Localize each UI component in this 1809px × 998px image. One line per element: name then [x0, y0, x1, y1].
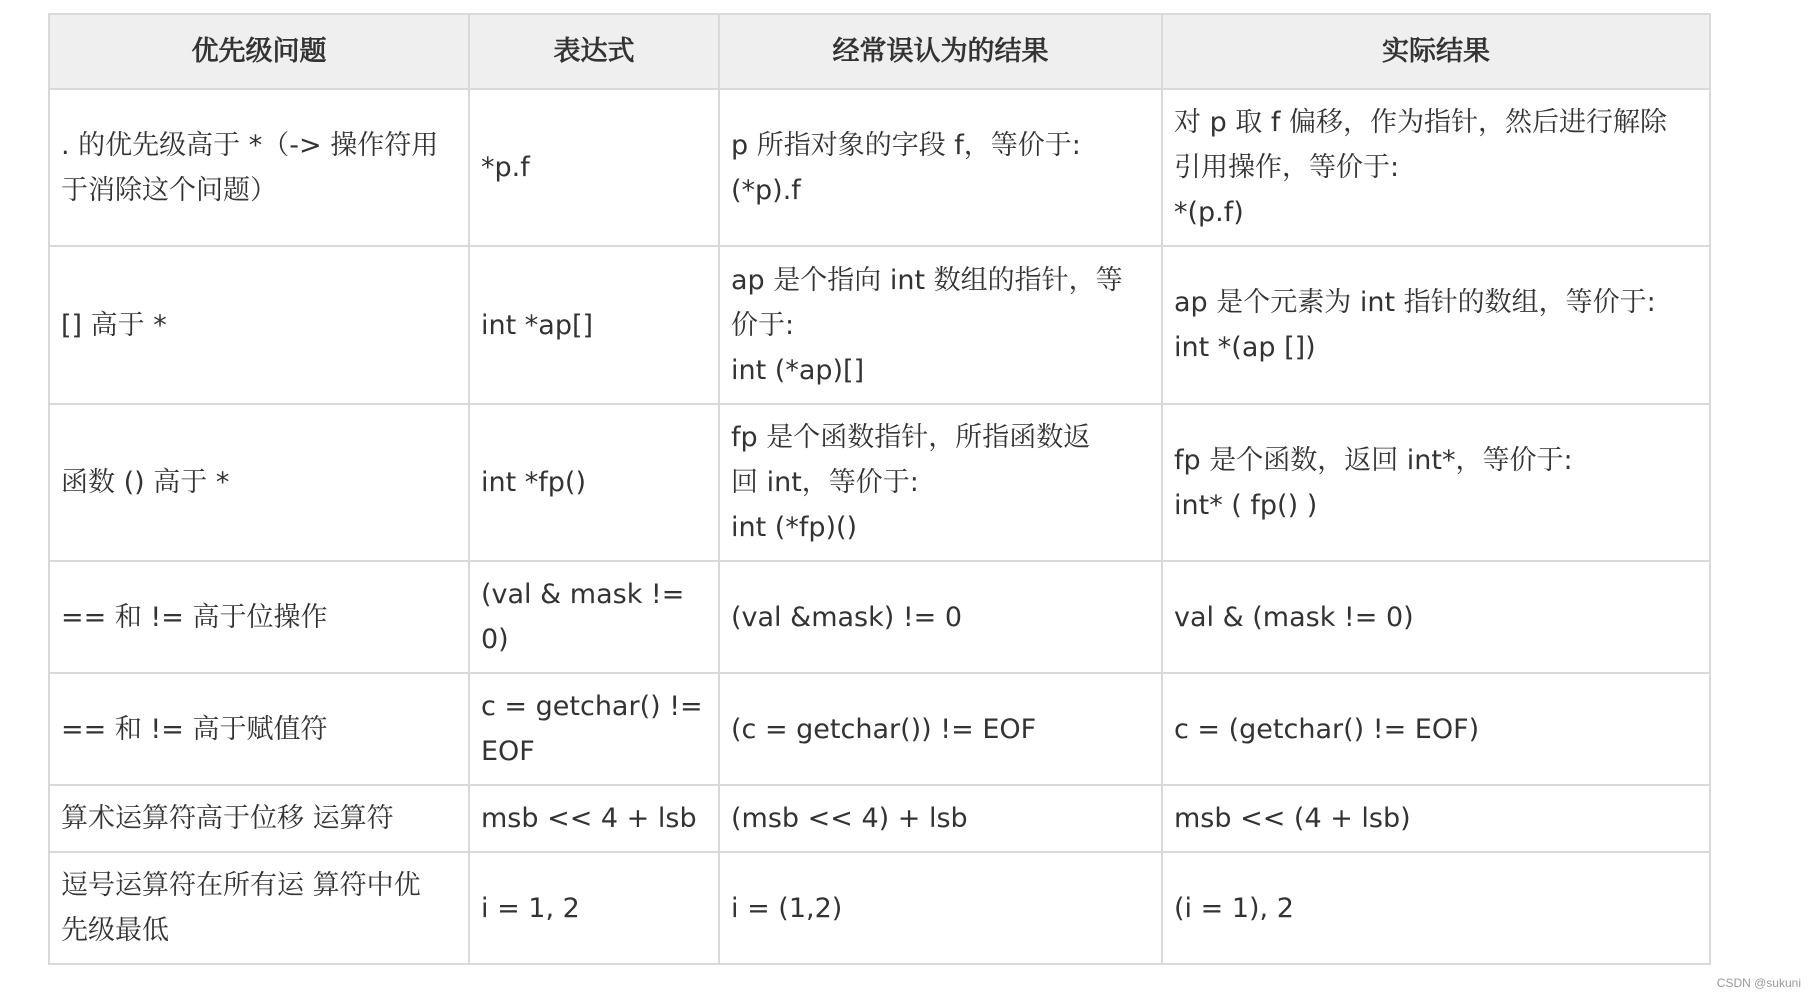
cell-expression: [469, 673, 719, 785]
cell-text: c = (getchar() != EOF): [1174, 713, 1480, 745]
cell-mistaken: [719, 673, 1162, 785]
cell-issue: [49, 246, 469, 404]
cell-expression: [469, 89, 719, 246]
cell-text: p 所指对象的字段 f，等价于: (*p).f: [731, 129, 1081, 206]
cell-text: . 的优先级高于 *（-> 操作符用 于消除这个问题）: [61, 129, 439, 206]
cell-text: 对 p 取 f 偏移，作为指针，然后进行解除 引用操作，等价于: *(p.f): [1174, 107, 1667, 228]
cell-text: (val & mask != 0): [481, 579, 685, 655]
cell-text: fp 是个函数，返回 int*，等价于: int* ( fp() ): [1174, 444, 1573, 521]
cell-text: int *fp(): [481, 467, 586, 498]
cell-mistaken: [719, 404, 1162, 561]
cell-text: (msb << 4) + lsb: [731, 803, 968, 834]
cell-text: msb << (4 + lsb): [1174, 803, 1411, 834]
cell-text: 逗号运算符在所有运 算符中优 先级最低: [61, 870, 421, 946]
cell-issue: [49, 785, 469, 852]
table-row: [49, 852, 1710, 964]
table-row: [49, 89, 1710, 246]
header-mistaken-result: 经常误认为的结果: [719, 14, 1162, 89]
cell-text: ap 是个指向 int 数组的指针，等 价于: int (*ap)[]: [731, 264, 1123, 386]
cell-actual: [1162, 785, 1710, 852]
cell-expression: [469, 561, 719, 673]
cell-text: ap 是个元素为 int 指针的数组，等价于: int *(ap []): [1174, 287, 1656, 363]
cell-text: == 和 != 高于赋值符: [61, 713, 328, 745]
cell-expression: [469, 404, 719, 561]
cell-issue: [49, 852, 469, 964]
cell-expression: [469, 246, 719, 404]
cell-expression: [469, 852, 719, 964]
table-row: [49, 673, 1710, 785]
cell-mistaken: [719, 561, 1162, 673]
cell-text: val & (mask != 0): [1174, 601, 1414, 633]
cell-text: (c = getchar()) != EOF: [731, 713, 1037, 745]
table-header: [49, 14, 1710, 89]
cell-text: *p.f: [481, 152, 530, 183]
cell-text: (val &mask) != 0: [731, 601, 963, 633]
cell-actual: [1162, 561, 1710, 673]
table-body: [49, 89, 1710, 964]
cell-mistaken: [719, 785, 1162, 852]
cell-actual: [1162, 404, 1710, 561]
header-actual-result: 实际结果: [1162, 14, 1710, 89]
cell-issue: [49, 673, 469, 785]
table-row: [49, 785, 1710, 852]
cell-text: 函数 () 高于 *: [61, 467, 230, 498]
header-row: [49, 14, 1710, 89]
table-row: [49, 561, 1710, 673]
watermark: CSDN @sukuni: [1716, 976, 1801, 990]
cell-text: c = getchar() != EOF: [481, 691, 703, 767]
cell-mistaken: [719, 246, 1162, 404]
cell-issue: [49, 561, 469, 673]
header-precedence-issue: 优先级问题: [49, 14, 469, 89]
table-row: [49, 246, 1710, 404]
cell-text: 算术运算符高于位移 运算符: [61, 803, 394, 834]
cell-text: fp 是个函数指针，所指函数返 回 int，等价于: int (*fp)(): [731, 422, 1091, 543]
cell-mistaken: [719, 852, 1162, 964]
cell-issue: [49, 404, 469, 561]
cell-text: == 和 != 高于位操作: [61, 601, 328, 633]
cell-text: msb << 4 + lsb: [481, 803, 697, 834]
cell-actual: [1162, 89, 1710, 246]
cell-text: int *ap[]: [481, 309, 594, 341]
cell-text: i = 1, 2: [481, 892, 580, 924]
cell-mistaken: [719, 89, 1162, 246]
cell-actual: [1162, 246, 1710, 404]
header-expression: 表达式: [469, 14, 719, 89]
cell-text: (i = 1), 2: [1174, 892, 1294, 924]
precedence-table: [48, 13, 1711, 965]
cell-text: [] 高于 *: [61, 309, 167, 341]
cell-text: i = (1,2): [731, 892, 843, 924]
cell-actual: [1162, 673, 1710, 785]
cell-issue: [49, 89, 469, 246]
table-row: [49, 404, 1710, 561]
cell-expression: [469, 785, 719, 852]
cell-actual: [1162, 852, 1710, 964]
